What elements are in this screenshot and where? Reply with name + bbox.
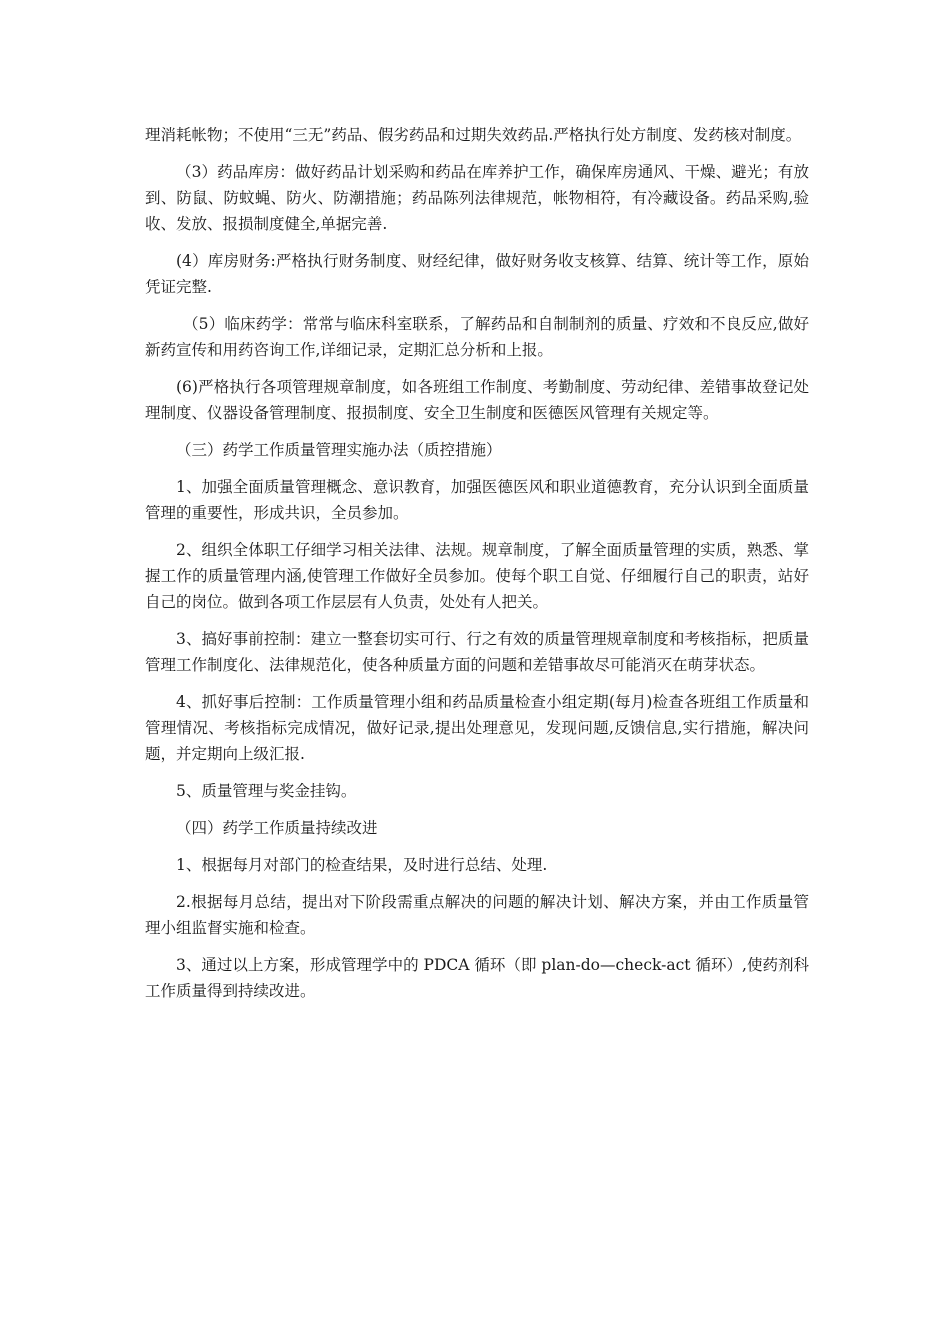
paragraph-improve-3: 3、通过以上方案，形成管理学中的 PDCA 循环（即 plan-do—check-act 循环）,使药剂科工作质量得到持续改进。 [145, 956, 809, 1000]
paragraph-measure-3: 3、搞好事前控制：建立一整套切实可行、行之有效的质量管理规章制度和考核指标，把质量管理工作制度化、法律规范化，使各种质量方面的问题和差错事故尽可能消灭在萌芽状态。 [145, 630, 809, 674]
paragraph-measure-5: 5、质量管理与奖金挂钩。 [176, 782, 357, 800]
paragraph-measure-2: 2、组织全体职工仔细学习相关法律、法规。规章制度，了解全面质量管理的实质，熟悉、掌握工作的质量管理内涵,使管理工作做好全员参加。使每个职工自觉、仔细履行自己的职责，站好自己的岗位。做到各项工作层层有人负责，处处有人把关。 [145, 541, 809, 611]
section-heading-3: （三）药学工作质量管理实施办法（质控措施） [176, 441, 502, 459]
document-page [145, 122, 809, 1015]
paragraph-improve-2: 2.根据每月总结，提出对下阶段需重点解决的问题的解决计划、解决方案，并由工作质量管理小组监督实施和检查。 [145, 893, 809, 937]
paragraph-measure-1: 1、加强全面质量管理概念、意识教育，加强医德医风和职业道德教育，充分认识到全面质量管理的重要性，形成共识，全员参加。 [145, 478, 809, 522]
paragraph-continuation: 理消耗帐物；不使用“三无”药品、假劣药品和过期失效药品.严格执行处方制度、发药核对制度。 [145, 126, 802, 144]
paragraph-measure-4: 4、抓好事后控制：工作质量管理小组和药品质量检查小组定期(每月)检查各班组工作质量和管理情况、考核指标完成情况，做好记录,提出处理意见，发现问题,反馈信息,实行措施，解决问题，并定期向上级汇报. [145, 693, 809, 763]
section-heading-4: （四）药学工作质量持续改进 [176, 819, 378, 837]
paragraph-item-6-regulations: (6)严格执行各项管理规章制度，如各班组工作制度、考勤制度、劳动纪律、差错事故登记处理制度、仪器设备管理制度、报损制度、安全卫生制度和医德医风管理有关规定等。 [145, 378, 809, 422]
paragraph-improve-1: 1、根据每月对部门的检查结果，及时进行总结、处理. [176, 856, 548, 874]
paragraph-item-5-clinical-pharmacy: （5）临床药学：常常与临床科室联系，了解药品和自制制剂的质量、疗效和不良反应,做好新药宣传和用药咨询工作,详细记录，定期汇总分析和上报。 [145, 315, 809, 359]
paragraph-item-3-pharmacy-warehouse: （3）药品库房：做好药品计划采购和药品在库养护工作，确保库房通风、干燥、避光；有放到、防鼠、防蚊蝇、防火、防潮措施；药品陈列法律规范，帐物相符，有冷藏设备。药品采购,验收、发放、报损制度健全,单据完善. [145, 163, 809, 233]
paragraph-item-4-warehouse-finance: (4）库房财务:严格执行财务制度、财经纪律，做好财务收支核算、结算、统计等工作，原始凭证完整. [145, 252, 809, 296]
